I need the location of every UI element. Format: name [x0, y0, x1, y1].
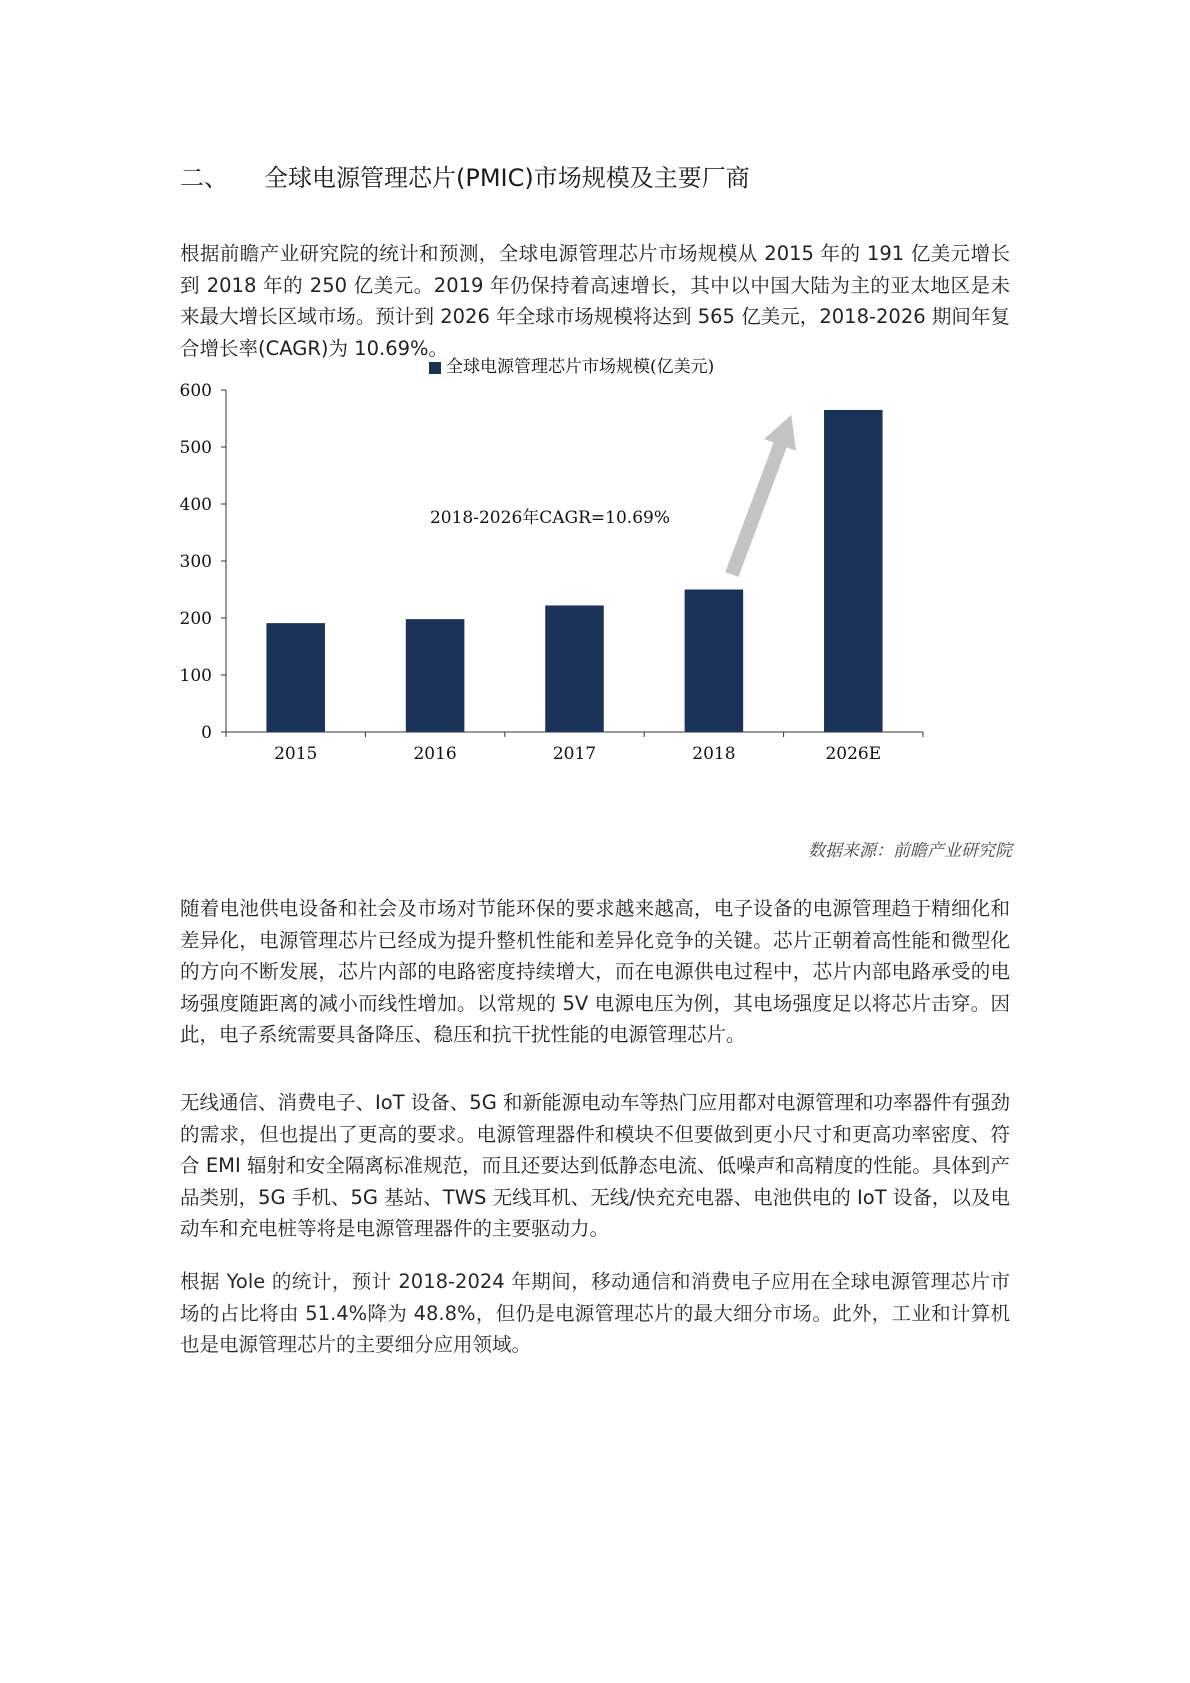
paragraph-yole-statistics: 根据 Yole 的统计，预计 2018-2024 年期间，移动通信和消费电子应用在全球电源管理芯片市场的占比将由 51.4%降为 48.8%，但仍是电源管理芯片的最大细分市场。此外，工业和计算机也是电源管理芯片的主要细分应用领域。: [180, 1270, 1010, 1356]
y-axis: [180, 381, 226, 743]
y-tick-label: 0: [201, 723, 212, 743]
paragraph-application-demand: 无线通信、消费电子、IoT 设备、5G 和新能源电动车等热门应用都对电源管理和功率器件有强劲的需求，但也提出了更高的要求。电源管理器件和模块不但要做到更小尺寸和更高功率密度、符合 EMI 辐射和安全隔离标准规范，而且还要达到低静态电流、低噪声和高精度的性能。具体到产品类别，5G 手机、5G 基站、TWS 无线耳机、无线/快充充电器、电池供电的 IoT 设备，以及电动车和充电桩等将是电源管理器件的主要驱动力。: [180, 1091, 1011, 1240]
market-size-bar-chart: [180, 355, 990, 787]
x-tick-label: 2016: [413, 744, 457, 764]
paragraph-market-size: 根据前瞻产业研究院的统计和预测，全球电源管理芯片市场规模从 2015 年的 191 亿美元增长到 2018 年的 250 亿美元。2019 年仍保持着高速增长，其中以中国大陆为主的亚太地区是未来最大增长区域市场。预计到 2026 年全球市场规模将达到 565 亿美元，2018-2026 期间年复合增长率(CAGR)为 10.69%。: [180, 242, 1010, 360]
section-heading: [180, 158, 750, 193]
y-tick-label: 400: [180, 495, 212, 515]
chart-legend: [429, 357, 714, 377]
bar-series: [266, 410, 882, 732]
bar-2018: [685, 590, 744, 733]
section-title: 全球电源管理芯片(PMIC)市场规模及主要厂商: [264, 164, 750, 192]
legend-label: 全球电源管理芯片市场规模(亿美元): [446, 357, 715, 377]
x-tick-label: 2017: [552, 744, 597, 764]
x-tick-label: 2018: [692, 744, 736, 764]
y-tick-label: 300: [180, 552, 212, 572]
legend-swatch: [429, 362, 441, 374]
x-tick-label: 2026E: [825, 744, 882, 764]
growth-arrow: [725, 415, 796, 577]
bar-2015: [266, 623, 325, 732]
section-number: 二、: [180, 164, 228, 192]
y-tick-label: 600: [180, 381, 212, 401]
x-axis: [226, 732, 923, 764]
cagr-annotation: 2018-2026年CAGR=10.69%: [429, 508, 671, 528]
y-tick-label: 100: [180, 666, 212, 686]
growth-arrow-shape: [725, 415, 796, 577]
bar-2026E: [824, 410, 883, 732]
y-tick-label: 500: [180, 438, 212, 458]
data-source-note: 数据来源：前瞻产业研究院: [808, 841, 1012, 861]
bar-2016: [406, 619, 465, 732]
bar-2017: [545, 605, 604, 732]
x-tick-label: 2015: [274, 744, 318, 764]
paragraph-power-management-trend: 随着电池供电设备和社会及市场对节能环保的要求越来越高，电子设备的电源管理趋于精细化和差异化，电源管理芯片已经成为提升整机性能和差异化竞争的关键。芯片正朝着高性能和微型化的方向不断发展，芯片内部的电路密度持续增大，而在电源供电过程中，芯片内部电路承受的电场强度随距离的减小而线性增加。以常规的 5V 电源电压为例，其电场强度足以将芯片击穿。因此，电子系统需要具备降压、稳压和抗干扰性能的电源管理芯片。: [180, 897, 1010, 1046]
y-tick-label: 200: [180, 609, 212, 629]
